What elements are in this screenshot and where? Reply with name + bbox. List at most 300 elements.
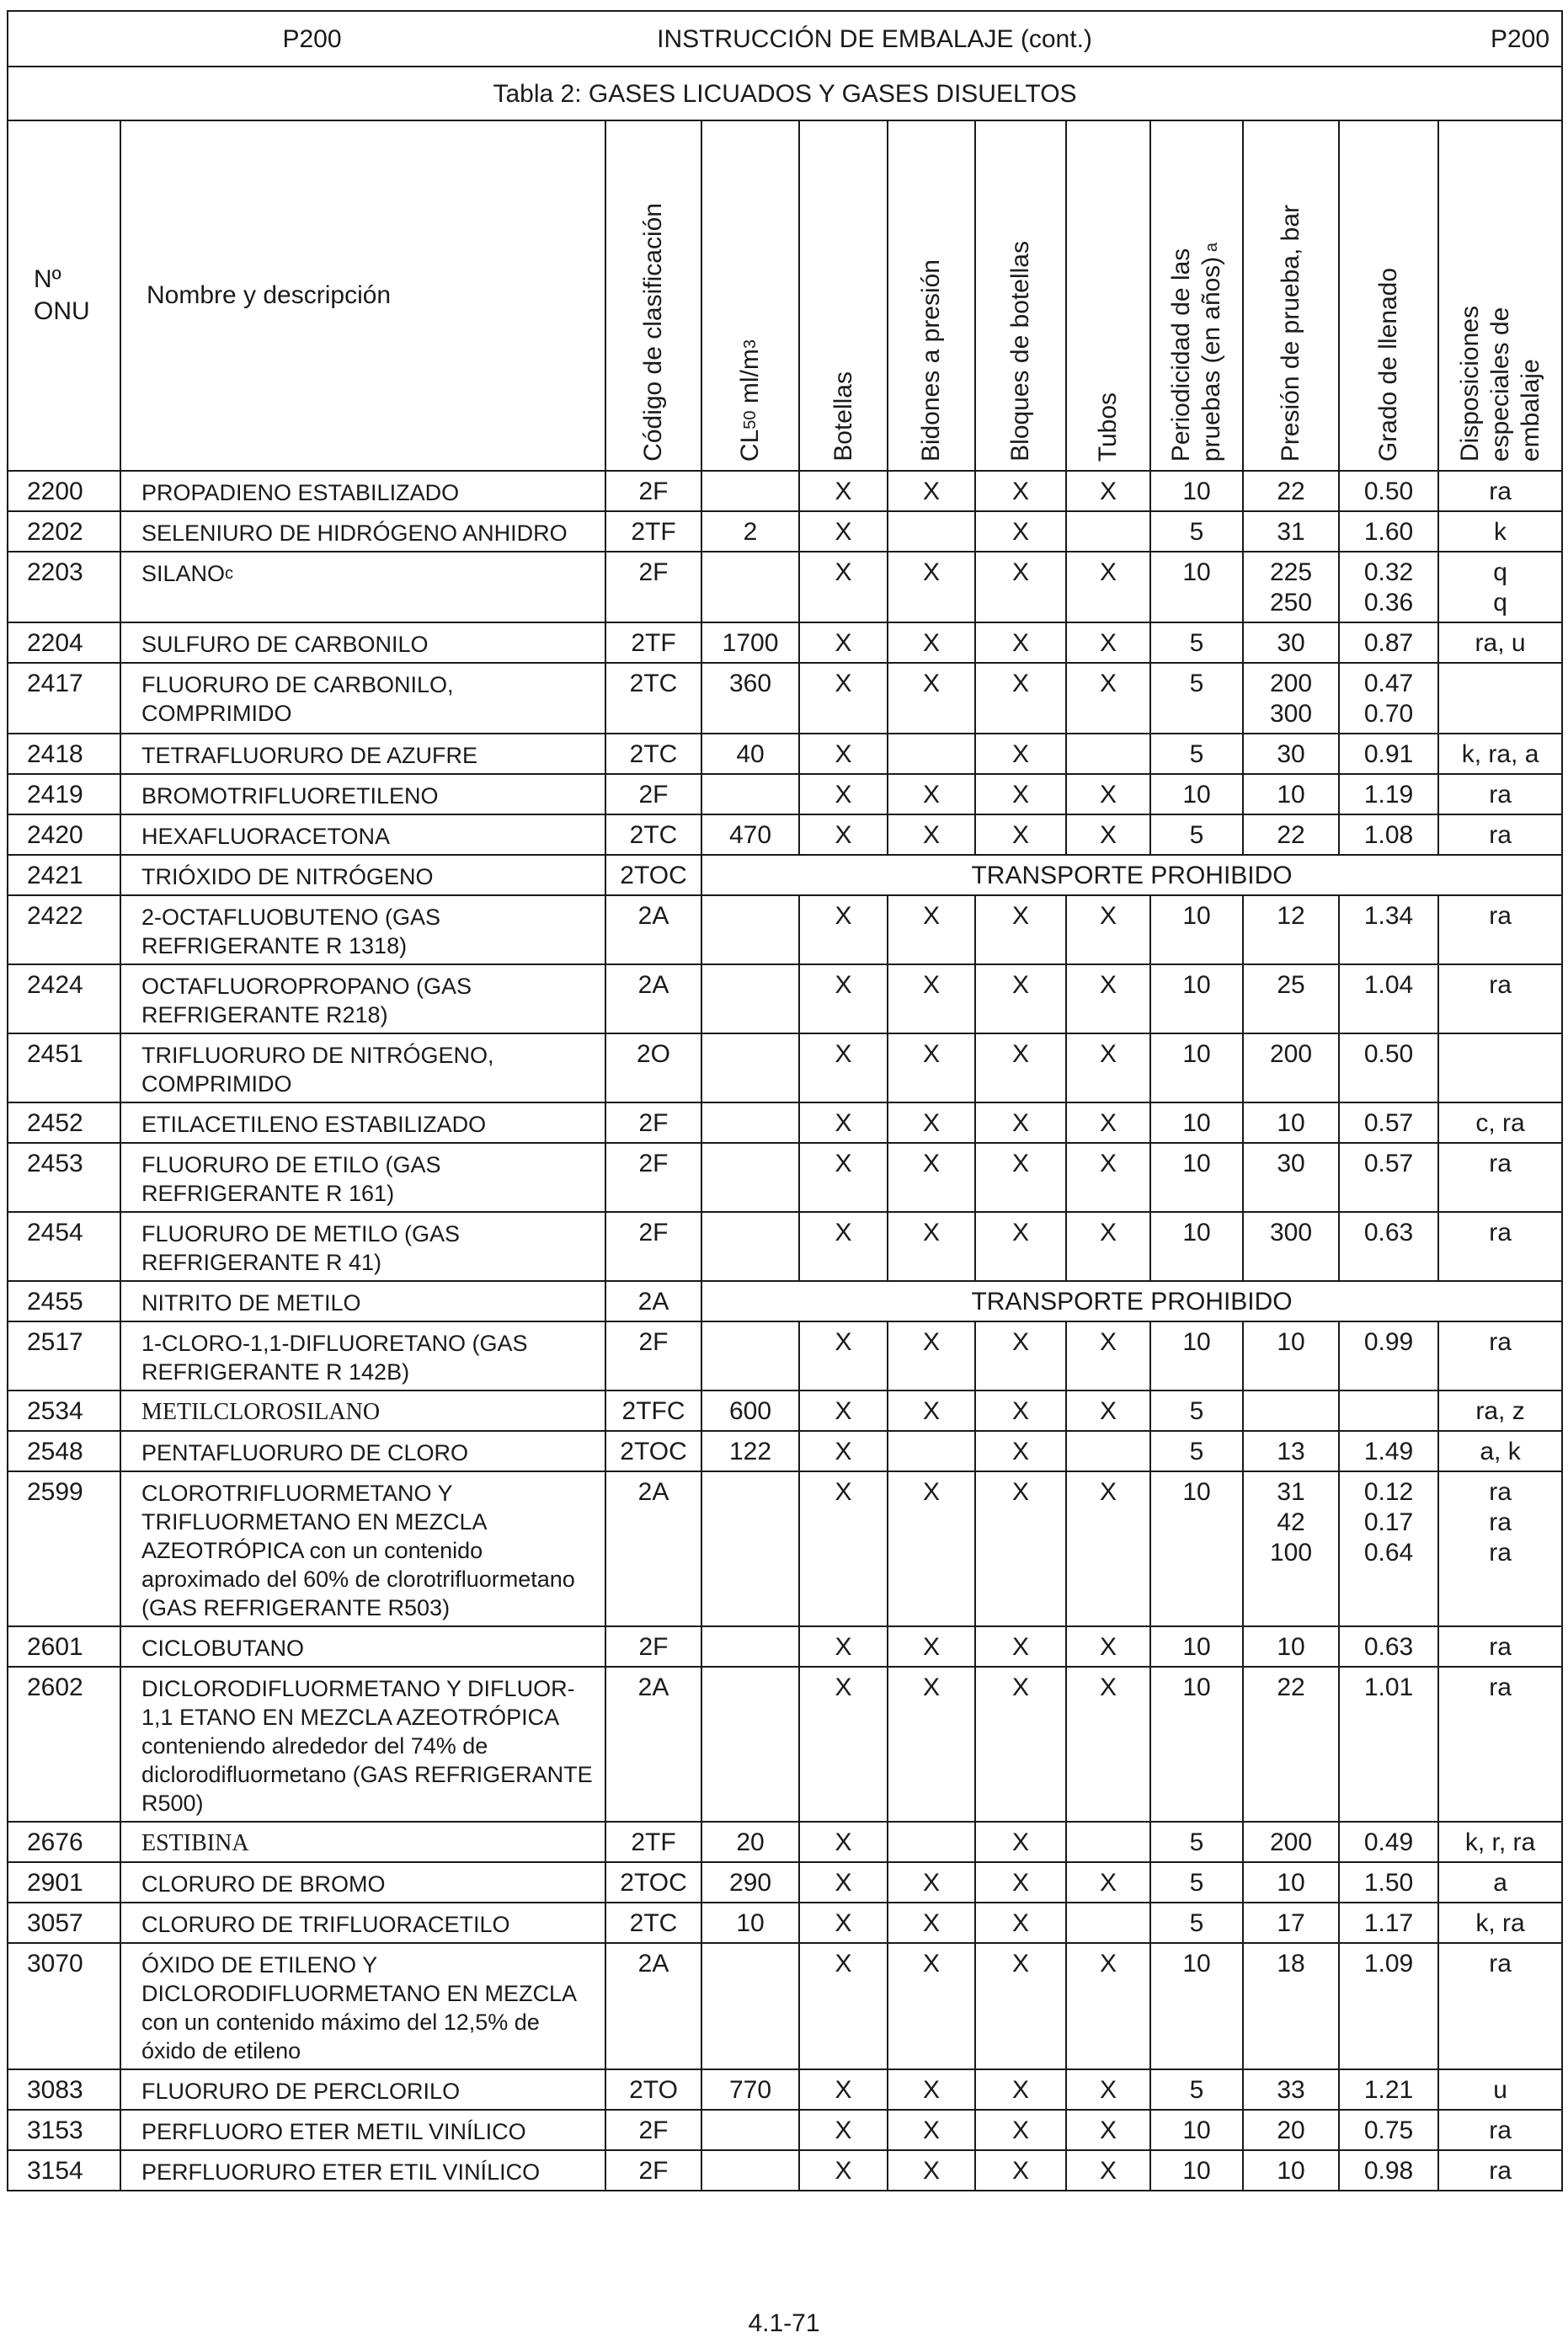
cell-lc50 [701,2150,799,2191]
cell-lc50: 40 [701,734,799,774]
cell-filling-ratio [1339,1391,1438,1431]
cell-un-number: 3070 [8,1943,120,2069]
cell-filling-ratio: 1.21 [1339,2069,1438,2110]
cell-name-description: 1-CLORO-1,1-DIFLUORETANO (GAS REFRIGERANTE R 142B) [120,1321,605,1391]
cell-special-provisions: ra [1438,471,1562,511]
cell-un-number: 2676 [8,1822,120,1862]
table-row [8,1626,1562,1667]
cell-name-description: 2-OCTAFLUOBUTENO (GAS REFRIGERANTE R 1318) [120,895,605,964]
gases-table [7,10,1563,2191]
cell-pressure-drums [888,1431,975,1471]
cell-un-number: 3153 [8,2110,120,2150]
table-row [8,814,1562,855]
cell-lc50: 470 [701,814,799,855]
cell-pressure-drums: X [888,964,975,1033]
cell-un-number: 2452 [8,1102,120,1143]
cell-tubes: X [1066,895,1150,964]
cell-name-description: FLUORURO DE METILO (GAS REFRIGERANTE R 41) [120,1212,605,1281]
cell-pressure-drums: X [888,1391,975,1431]
cell-filling-ratio: 0.99 [1339,1321,1438,1391]
cell-lc50: 290 [701,1862,799,1903]
cell-test-period: 10 [1150,1471,1243,1626]
cell-pressure-drums: X [888,1626,975,1667]
table-row [8,1822,1562,1862]
cell-test-period: 10 [1150,1667,1243,1822]
cell-tubes: X [1066,1862,1150,1903]
cell-bottles: X [799,2110,888,2150]
cell-lc50 [701,1033,799,1102]
col-header-special-provisions: Disposiciones especiales de embalaje [1438,120,1562,471]
cell-pressure-drums: X [888,1212,975,1281]
cell-filling-ratio: 1.04 [1339,964,1438,1033]
cell-test-pressure: 200 [1243,1822,1339,1862]
cell-tubes: X [1066,1143,1150,1212]
cell-test-pressure: 10 [1243,2150,1339,2191]
cell-test-period: 5 [1150,663,1243,734]
cell-tubes: X [1066,1391,1150,1431]
cell-test-period: 10 [1150,1102,1243,1143]
cell-bottles: X [799,2150,888,2191]
cell-bottle-bundles: X [975,1626,1066,1667]
cell-tubes [1066,1903,1150,1943]
cell-bottle-bundles: X [975,2150,1066,2191]
cell-pressure-drums: X [888,1471,975,1626]
cell-special-provisions: ra [1438,1143,1562,1212]
cell-special-provisions: ra [1438,964,1562,1033]
cell-bottles: X [799,622,888,663]
cell-classification-code: 2F [605,552,701,622]
cell-classification-code: 2A [605,1471,701,1626]
cell-classification-code: 2TC [605,663,701,734]
cell-classification-code: 2TOC [605,855,701,895]
cell-tubes: X [1066,552,1150,622]
cell-classification-code: 2F [605,1102,701,1143]
cell-tubes: X [1066,2110,1150,2150]
cell-un-number: 2548 [8,1431,120,1471]
cell-test-pressure: 31 42 100 [1243,1471,1339,1626]
cell-test-period: 5 [1150,2069,1243,2110]
cell-filling-ratio: 0.12 0.17 0.64 [1339,1471,1438,1626]
cell-classification-code: 2A [605,1943,701,2069]
cell-filling-ratio: 0.75 [1339,2110,1438,2150]
cell-bottles: X [799,1943,888,2069]
cell-test-pressure: 10 [1243,1102,1339,1143]
table-row [8,1431,1562,1471]
cell-test-period: 10 [1150,1033,1243,1102]
cell-name-description: PROPADIENO ESTABILIZADO [120,471,605,511]
cell-pressure-drums: X [888,814,975,855]
page-number: 4.1-71 [748,2309,820,2337]
cell-special-provisions: ra [1438,1321,1562,1391]
cell-classification-code: 2A [605,895,701,964]
cell-un-number: 2420 [8,814,120,855]
cell-lc50 [701,1943,799,2069]
cell-test-pressure: 200 [1243,1033,1339,1102]
cell-lc50 [701,1143,799,1212]
col-header-tubes: Tubos [1066,120,1150,471]
cell-test-pressure: 10 [1243,774,1339,814]
cell-special-provisions: ra [1438,1943,1562,2069]
cell-special-provisions: ra [1438,1212,1562,1281]
cell-classification-code: 2F [605,774,701,814]
cell-bottle-bundles: X [975,964,1066,1033]
cell-filling-ratio: 1.60 [1339,511,1438,552]
cell-bottle-bundles: X [975,2110,1066,2150]
cell-un-number: 2534 [8,1391,120,1431]
cell-test-pressure: 20 [1243,2110,1339,2150]
packing-instruction-sheet [7,10,1561,2191]
cell-pressure-drums: X [888,774,975,814]
cell-lc50 [701,774,799,814]
table-row [8,774,1562,814]
cell-filling-ratio: 1.09 [1339,1943,1438,2069]
cell-classification-code: 2TO [605,2069,701,2110]
cell-test-pressure: 225 250 [1243,552,1339,622]
cell-un-number: 2424 [8,964,120,1033]
cell-name-description: FLUORURO DE PERCLORILO [120,2069,605,2110]
cell-name-description: CICLOBUTANO [120,1626,605,1667]
cell-name-description: SELENIURO DE HIDRÓGENO ANHIDRO [120,511,605,552]
cell-un-number: 2422 [8,895,120,964]
cell-filling-ratio: 0.63 [1339,1626,1438,1667]
cell-name-description: CLORURO DE BROMO [120,1862,605,1903]
cell-classification-code: 2TC [605,1903,701,1943]
cell-classification-code: 2A [605,964,701,1033]
cell-lc50 [701,1471,799,1626]
cell-un-number: 2453 [8,1143,120,1212]
cell-pressure-drums: X [888,1667,975,1822]
cell-classification-code: 2TC [605,734,701,774]
cell-lc50: 20 [701,1822,799,1862]
cell-name-description: PERFLUORO ETER METIL VINÍLICO [120,2110,605,2150]
cell-test-period: 10 [1150,1321,1243,1391]
cell-pressure-drums [888,734,975,774]
cell-name-description: ETILACETILENO ESTABILIZADO [120,1102,605,1143]
cell-classification-code: 2F [605,1321,701,1391]
cell-pressure-drums: X [888,552,975,622]
col-header-code: Código de clasificación [605,120,701,471]
cell-test-pressure: 30 [1243,622,1339,663]
cell-tubes: X [1066,2069,1150,2110]
cell-bottles: X [799,1626,888,1667]
table-row [8,855,1562,895]
cell-special-provisions: ra [1438,1626,1562,1667]
table-row [8,964,1562,1033]
column-header-row [8,120,1562,471]
cell-bottles: X [799,895,888,964]
cell-test-period: 5 [1150,814,1243,855]
cell-lc50 [701,1667,799,1822]
cell-bottles: X [799,1321,888,1391]
cell-bottles: X [799,964,888,1033]
col-header-filling-ratio: Grado de llenado [1339,120,1438,471]
cell-special-provisions: ra ra ra [1438,1471,1562,1626]
cell-classification-code: 2TF [605,622,701,663]
cell-name-description: SULFURO DE CARBONILO [120,622,605,663]
cell-tubes [1066,1822,1150,1862]
cell-classification-code: 2F [605,2110,701,2150]
col-header-test-pressure: Presión de prueba, bar [1243,120,1339,471]
cell-pressure-drums: X [888,471,975,511]
cell-bottles: X [799,1431,888,1471]
cell-pressure-drums: X [888,1143,975,1212]
cell-name-description: NITRITO DE METILO [120,1281,605,1321]
cell-filling-ratio: 0.98 [1339,2150,1438,2191]
cell-bottles: X [799,1102,888,1143]
cell-special-provisions: q q [1438,552,1562,622]
cell-tubes [1066,1431,1150,1471]
cell-test-period: 5 [1150,1862,1243,1903]
cell-tubes: X [1066,774,1150,814]
cell-test-pressure: 22 [1243,471,1339,511]
cell-lc50 [701,471,799,511]
cell-name-description: TRIÓXIDO DE NITRÓGENO [120,855,605,895]
cell-classification-code: 2F [605,1143,701,1212]
cell-tubes: X [1066,1471,1150,1626]
cell-pressure-drums: X [888,1943,975,2069]
cell-classification-code: 2A [605,1281,701,1321]
cell-pressure-drums: X [888,1321,975,1391]
cell-special-provisions: ra [1438,2150,1562,2191]
cell-filling-ratio: 1.08 [1339,814,1438,855]
cell-filling-ratio: 1.50 [1339,1862,1438,1903]
table-body [8,471,1562,2191]
cell-filling-ratio: 0.50 [1339,471,1438,511]
table-row [8,1281,1562,1321]
cell-test-pressure: 300 [1243,1212,1339,1281]
col-header-lc50: CL50 $ml/m^3$ [701,120,799,471]
cell-special-provisions: k, ra, a [1438,734,1562,774]
cell-bottle-bundles: X [975,1822,1066,1862]
col-header-onu: Nº ONU [8,120,120,471]
cell-tubes: X [1066,1321,1150,1391]
cell-pressure-drums: X [888,1862,975,1903]
cell-test-pressure: 33 [1243,2069,1339,2110]
cell-pressure-drums: X [888,663,975,734]
cell-bottles: X [799,1033,888,1102]
cell-bottle-bundles: X [975,1033,1066,1102]
cell-bottle-bundles: X [975,471,1066,511]
cell-test-pressure: 22 [1243,1667,1339,1822]
cell-name-description: SILANO$^c$ [120,552,605,622]
table-row [8,1943,1562,2069]
cell-classification-code: 2TF [605,511,701,552]
cell-name-description: FLUORURO DE ETILO (GAS REFRIGERANTE R 161) [120,1143,605,1212]
cell-bottle-bundles: X [975,1943,1066,2069]
cell-test-period: 10 [1150,895,1243,964]
cell-bottles: X [799,663,888,734]
cell-tubes: X [1066,1667,1150,1822]
instruction-header-row [8,11,1562,67]
cell-filling-ratio: 0.91 [1339,734,1438,774]
cell-test-period: 5 [1150,1822,1243,1862]
cell-classification-code: 2TFC [605,1391,701,1431]
cell-lc50: 360 [701,663,799,734]
cell-name-description: TRIFLUORURO DE NITRÓGENO, COMPRIMIDO [120,1033,605,1102]
table-title: Tabla 2: GASES LICUADOS Y GASES DISUELTOS [8,67,1562,120]
cell-special-provisions: k, r, ra [1438,1822,1562,1862]
cell-bottles: X [799,1471,888,1626]
cell-pressure-drums: X [888,2110,975,2150]
cell-un-number: 2454 [8,1212,120,1281]
cell-filling-ratio: 1.49 [1339,1431,1438,1471]
table-row [8,1033,1562,1102]
instruction-code-right: P200 [1243,11,1562,67]
cell-special-provisions: ra [1438,1667,1562,1822]
cell-lc50: 770 [701,2069,799,2110]
table-row [8,511,1562,552]
table-row [8,552,1562,622]
cell-pressure-drums: X [888,1102,975,1143]
cell-bottle-bundles: X [975,511,1066,552]
table-row [8,1862,1562,1903]
cell-un-number: 2601 [8,1626,120,1667]
cell-special-provisions: ra [1438,814,1562,855]
cell-filling-ratio: 0.57 [1339,1102,1438,1143]
cell-tubes: X [1066,1033,1150,1102]
col-header-pressure-drums: Bidones a presión [888,120,975,471]
cell-classification-code: 2F [605,1626,701,1667]
table-row [8,663,1562,734]
cell-tubes: X [1066,1943,1150,2069]
cell-test-period: 10 [1150,1943,1243,2069]
cell-un-number: 2602 [8,1667,120,1822]
cell-filling-ratio: 0.50 [1339,1033,1438,1102]
cell-bottles: X [799,1667,888,1822]
cell-lc50 [701,1321,799,1391]
cell-bottle-bundles: X [975,895,1066,964]
cell-tubes: X [1066,622,1150,663]
cell-lc50: 122 [701,1431,799,1471]
cell-filling-ratio: 1.34 [1339,895,1438,964]
cell-test-pressure: 30 [1243,1143,1339,1212]
table-row [8,1471,1562,1626]
cell-test-pressure: 30 [1243,734,1339,774]
cell-bottle-bundles: X [975,1391,1066,1431]
cell-test-pressure: 31 [1243,511,1339,552]
cell-bottle-bundles: X [975,814,1066,855]
cell-bottle-bundles: X [975,552,1066,622]
cell-un-number: 2419 [8,774,120,814]
cell-bottle-bundles: X [975,1143,1066,1212]
cell-special-provisions: ra, z [1438,1391,1562,1431]
cell-bottle-bundles: X [975,2069,1066,2110]
cell-name-description: CLORURO DE TRIFLUORACETILO [120,1903,605,1943]
cell-lc50 [701,2110,799,2150]
cell-filling-ratio: 0.87 [1339,622,1438,663]
cell-bottle-bundles: X [975,1321,1066,1391]
cell-special-provisions: c, ra [1438,1102,1562,1143]
cell-test-pressure: 200 300 [1243,663,1339,734]
table-row [8,1321,1562,1391]
cell-bottle-bundles: X [975,1102,1066,1143]
cell-test-pressure: 17 [1243,1903,1339,1943]
cell-name-description: CLOROTRIFLUORMETANO Y TRIFLUORMETANO EN MEZCLA AZEOTRÓPICA con un contenido aproximado del 60% de clorotrifluormetano (GAS REFRIGERANTE R503) [120,1471,605,1626]
cell-bottles: X [799,1862,888,1903]
col-header-bottles: Botellas [799,120,888,471]
cell-special-provisions [1438,663,1562,734]
cell-name-description: OCTAFLUOROPROPANO (GAS REFRIGERANTE R218) [120,964,605,1033]
transport-prohibited-note: TRANSPORTE PROHIBIDO [701,1281,1562,1321]
cell-special-provisions: k, ra [1438,1903,1562,1943]
cell-bottle-bundles: X [975,663,1066,734]
cell-special-provisions: ra [1438,895,1562,964]
cell-bottles: X [799,734,888,774]
table-row [8,2110,1562,2150]
cell-classification-code: 2F [605,2150,701,2191]
cell-classification-code: 2F [605,471,701,511]
table-row [8,2150,1562,2191]
cell-test-period: 10 [1150,1143,1243,1212]
cell-pressure-drums [888,511,975,552]
cell-un-number: 2421 [8,855,120,895]
table-title-row [8,67,1562,120]
cell-un-number: 2202 [8,511,120,552]
cell-lc50 [701,1102,799,1143]
cell-bottle-bundles: X [975,1903,1066,1943]
cell-classification-code: 2TOC [605,1431,701,1471]
cell-bottle-bundles: X [975,1431,1066,1471]
cell-special-provisions: a, k [1438,1431,1562,1471]
instruction-title: INSTRUCCIÓN DE EMBALAJE (cont.) [605,11,1243,67]
footnote-marker: c [225,564,234,583]
cell-test-pressure: 18 [1243,1943,1339,2069]
cell-un-number: 2204 [8,622,120,663]
cell-lc50 [701,1212,799,1281]
table-row [8,1212,1562,1281]
cell-filling-ratio: 1.17 [1339,1903,1438,1943]
cell-special-provisions: a [1438,1862,1562,1903]
cell-name-description: BROMOTRIFLUORETILENO [120,774,605,814]
cell-test-period: 10 [1150,964,1243,1033]
cell-test-period: 10 [1150,1212,1243,1281]
cell-bottle-bundles: X [975,774,1066,814]
cell-bottles: X [799,471,888,511]
cell-bottles: X [799,2069,888,2110]
col-header-name: Nombre y descripción [120,120,605,471]
cell-tubes: X [1066,2150,1150,2191]
cell-test-pressure: 13 [1243,1431,1339,1471]
cell-bottles: X [799,814,888,855]
cell-bottle-bundles: X [975,734,1066,774]
cell-un-number: 2599 [8,1471,120,1626]
cell-un-number: 2517 [8,1321,120,1391]
cell-tubes: X [1066,663,1150,734]
table-row [8,1903,1562,1943]
cell-special-provisions: k [1438,511,1562,552]
cell-classification-code: 2O [605,1033,701,1102]
cell-bottle-bundles: X [975,1471,1066,1626]
table-row [8,2069,1562,2110]
cell-classification-code: 2A [605,1667,701,1822]
cell-name-description: PERFLUORURO ETER ETIL VINÍLICO [120,2150,605,2191]
cell-test-period: 5 [1150,622,1243,663]
table-row [8,734,1562,774]
cell-un-number: 3154 [8,2150,120,2191]
cell-name-description: METILCLOROSILANO [120,1391,605,1431]
cell-special-provisions [1438,1033,1562,1102]
cell-name-description: ESTIBINA [120,1822,605,1862]
cell-un-number: 3083 [8,2069,120,2110]
cell-pressure-drums: X [888,895,975,964]
cell-bottles: X [799,511,888,552]
cell-bottle-bundles: X [975,622,1066,663]
cell-un-number: 2901 [8,1862,120,1903]
cell-filling-ratio: 0.49 [1339,1822,1438,1862]
cell-bottles: X [799,1822,888,1862]
cell-test-period: 10 [1150,2110,1243,2150]
cell-bottles: X [799,1391,888,1431]
